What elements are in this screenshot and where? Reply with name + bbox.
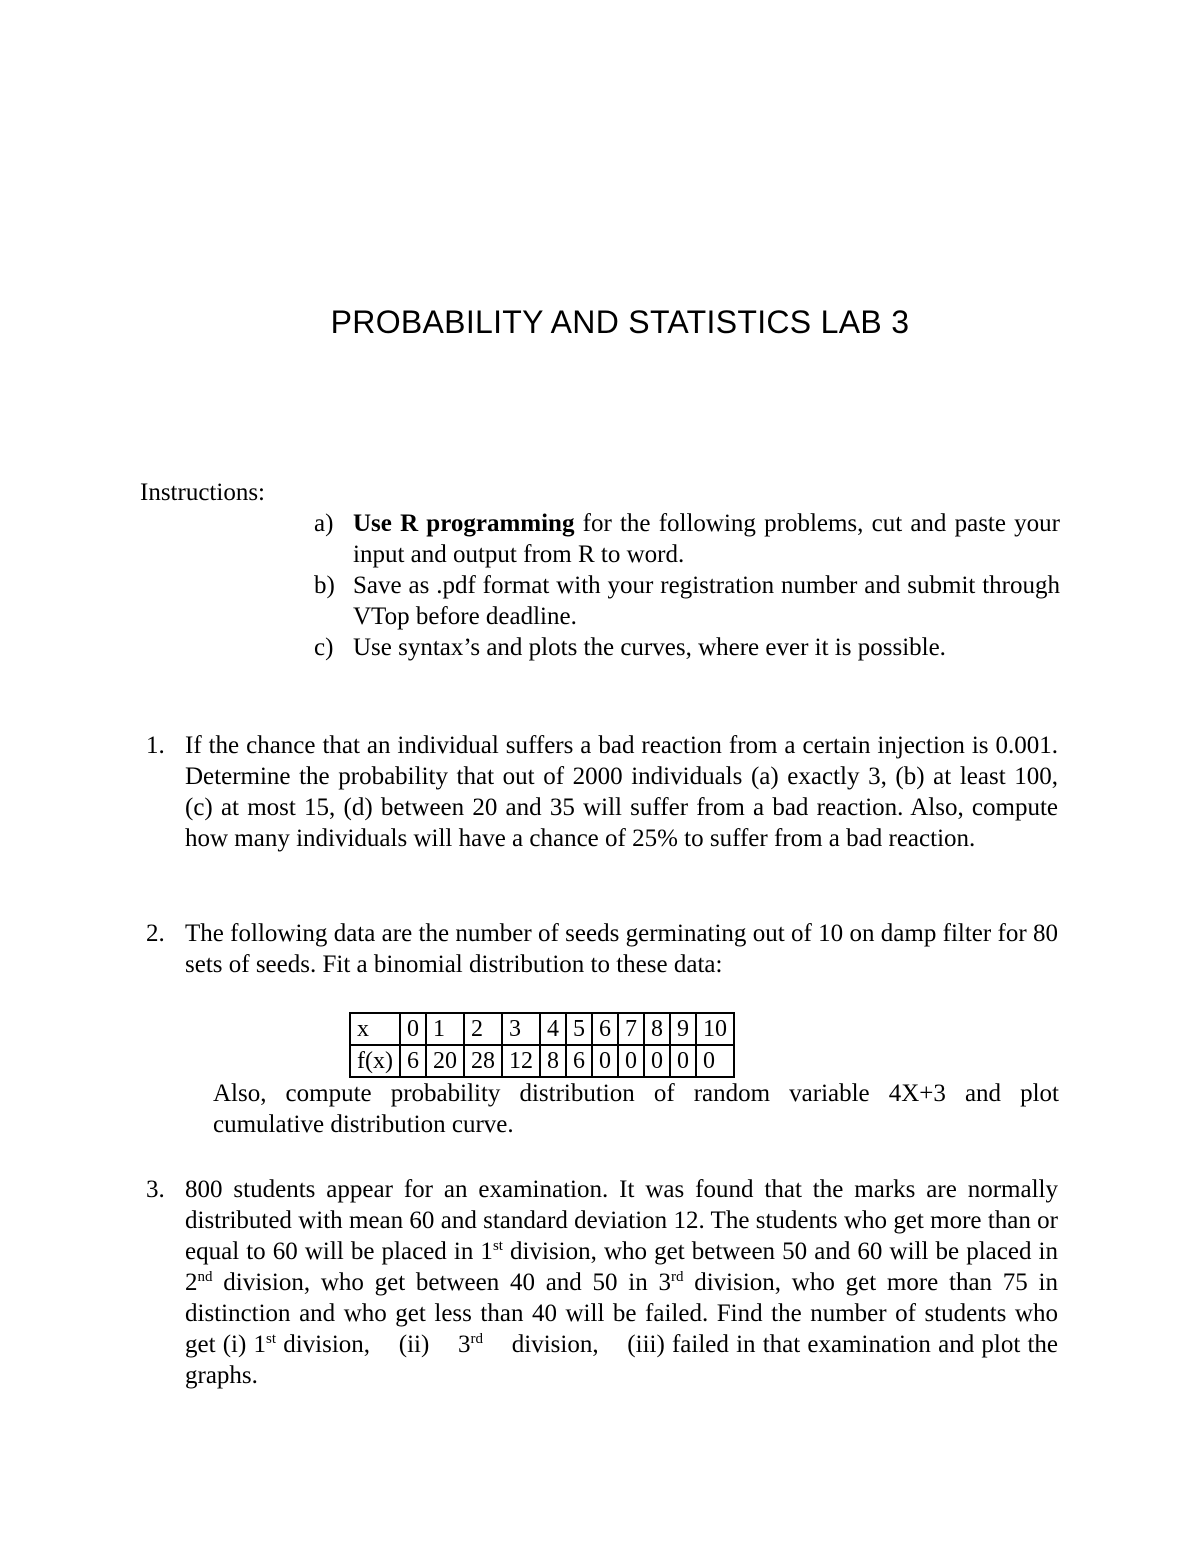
ordinal-suffix: rd bbox=[670, 1269, 684, 1285]
instruction-item-b bbox=[314, 570, 1060, 632]
table-cell: 0 bbox=[644, 1045, 670, 1077]
table-cell: 12 bbox=[502, 1045, 540, 1077]
problem-number: 1. bbox=[146, 732, 165, 759]
frequency-table bbox=[349, 1012, 735, 1078]
text-segment: 800 students appear for an examination. It was found that the marks are normally distributed with mean 60 and standard deviation 12. The students who get more than or equal to 60 will be placed in 1 bbox=[185, 1176, 1058, 1265]
problem-text: The following data are the number of seeds germinating out of 10 on damp filter for 80 sets of seeds. Fit a binomial distribution to these data: bbox=[185, 920, 1058, 978]
page-title: PROBABILITY AND STATISTICS LAB 3 bbox=[330, 304, 910, 340]
problem-number: 3. bbox=[146, 1176, 165, 1203]
ordinal-suffix: rd bbox=[470, 1331, 484, 1347]
instructions-heading: Instructions: bbox=[140, 479, 265, 506]
table-cell: 3 bbox=[502, 1013, 540, 1045]
table-cell: 7 bbox=[618, 1013, 644, 1045]
table-cell: f(x) bbox=[350, 1045, 400, 1077]
table-cell: 6 bbox=[566, 1045, 592, 1077]
table-cell: 0 bbox=[592, 1045, 618, 1077]
table-cell: x bbox=[350, 1013, 400, 1045]
table-cell: 8 bbox=[540, 1045, 566, 1077]
table-cell: 8 bbox=[644, 1013, 670, 1045]
instruction-emphasis: Use R programming bbox=[353, 510, 575, 537]
table-cell: 9 bbox=[670, 1013, 696, 1045]
instruction-item-c bbox=[314, 632, 1060, 663]
table-cell: 28 bbox=[464, 1045, 502, 1077]
table-cell: 6 bbox=[400, 1045, 426, 1077]
text-segment: division, who get more than 75 in distinction and who get less than 40 will be failed. Find the number of students who get (i) 1 bbox=[185, 1269, 1058, 1358]
problem-number: 2. bbox=[146, 920, 165, 947]
instruction-text: Use syntax’s and plots the curves, where ever it is possible. bbox=[353, 634, 946, 661]
text-segment: division, (iii) failed in that examination and plot the graphs. bbox=[185, 1331, 1065, 1389]
instruction-text: for the following problems, cut and paste your input and output from R to word. bbox=[353, 510, 1060, 568]
text-segment: division, (ii) 3 bbox=[276, 1331, 471, 1358]
table-row bbox=[350, 1045, 734, 1077]
problem-text: If the chance that an individual suffers a bad reaction from a certain injection is 0.001. Determine the probability that out of 2000 individuals (a) exactly 3, (b) at least 100, (c) at most 15, (d) between 20 and 35 will suffer from a bad reaction. Also, compute how many individuals will have a chance of 25% to suffer from a bad reaction. bbox=[185, 732, 1058, 852]
table-cell: 20 bbox=[426, 1045, 464, 1077]
list-marker: c) bbox=[314, 634, 334, 661]
problem-2-followup: Also, compute probability distribution of random variable 4X+3 and plot cumulative distribution curve. bbox=[213, 1080, 1059, 1138]
instruction-item-a bbox=[314, 508, 1060, 570]
problem-3 bbox=[146, 1174, 1065, 1391]
table-cell: 1 bbox=[426, 1013, 464, 1045]
ordinal-suffix: st bbox=[492, 1238, 503, 1254]
table-cell: 5 bbox=[566, 1013, 592, 1045]
ordinal-suffix: nd bbox=[197, 1269, 213, 1285]
problem-text bbox=[185, 1174, 1065, 1391]
list-marker: b) bbox=[314, 572, 335, 599]
instruction-text: Save as .pdf format with your registration number and submit through VTop before deadline. bbox=[353, 572, 1060, 630]
table-cell: 0 bbox=[400, 1013, 426, 1045]
table-cell: 0 bbox=[618, 1045, 644, 1077]
table-cell: 10 bbox=[696, 1013, 734, 1045]
text-segment: division, who get between 40 and 50 in 3 bbox=[212, 1269, 671, 1296]
problem-1 bbox=[146, 730, 1058, 854]
table-cell: 6 bbox=[592, 1013, 618, 1045]
table-cell: 0 bbox=[696, 1045, 734, 1077]
table-cell: 0 bbox=[670, 1045, 696, 1077]
ordinal-suffix: st bbox=[266, 1331, 277, 1347]
problem-2 bbox=[146, 918, 1058, 980]
table-row bbox=[350, 1013, 734, 1045]
instructions-list bbox=[314, 508, 1060, 663]
table-cell: 4 bbox=[540, 1013, 566, 1045]
list-marker: a) bbox=[314, 510, 334, 537]
text-segment: division, who get between 50 and 60 will be placed in 2 bbox=[185, 1238, 1058, 1296]
table-cell: 2 bbox=[464, 1013, 502, 1045]
